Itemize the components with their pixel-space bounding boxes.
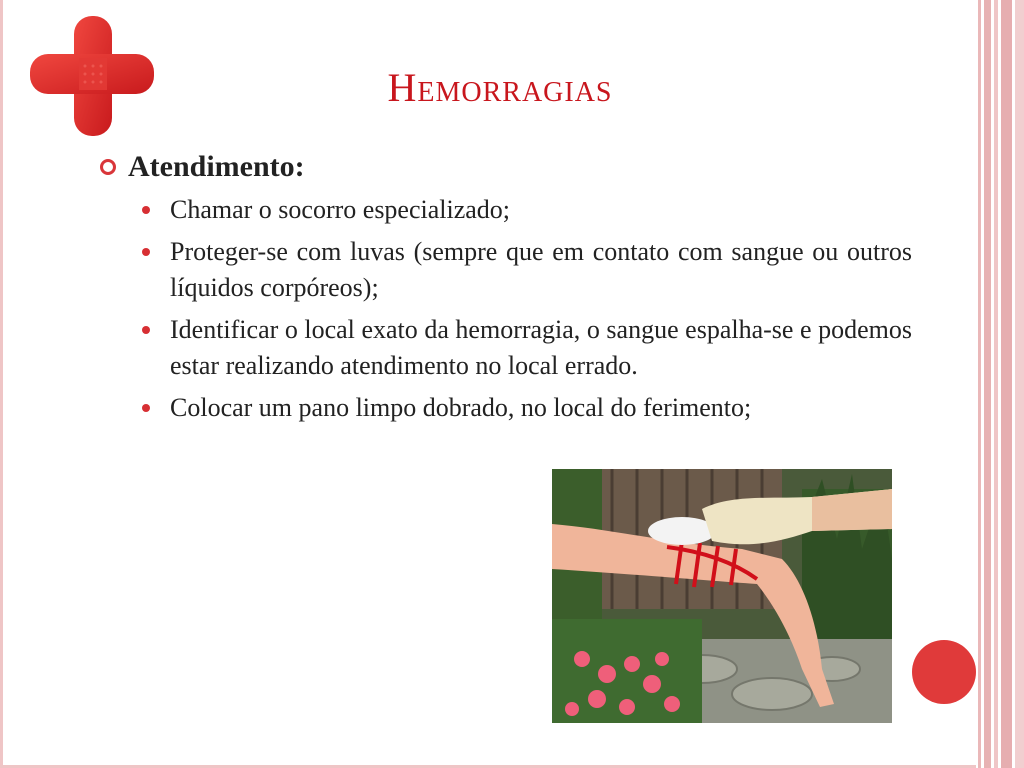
red-circle-decoration <box>912 640 976 704</box>
list-item: Chamar o socorro especializado; <box>136 192 912 228</box>
slide-title: Hemorragias <box>387 65 613 110</box>
ring-bullet-icon <box>100 159 116 175</box>
decorative-stripe <box>984 0 991 768</box>
first-aid-photo <box>552 469 892 723</box>
list-item: Colocar um pano limpo dobrado, no local do ferimento; <box>136 390 912 426</box>
decorative-stripe <box>1001 0 1012 768</box>
list-item: Proteger-se com luvas (sempre que em contato com sangue ou outros líquidos corpóreos); <box>136 234 912 306</box>
decorative-stripe <box>994 0 998 768</box>
main-bullet <box>100 150 305 184</box>
bullet-list <box>136 192 912 432</box>
left-border <box>0 0 3 768</box>
section-heading: Atendimento: <box>128 150 305 183</box>
list-item: Identificar o local exato da hemorragia, o sangue espalha-se e podemos estar realizando atendimento no local errado. <box>136 312 912 384</box>
decorative-stripe <box>978 0 981 768</box>
red-cross-bandage-icon <box>30 16 154 136</box>
decorative-stripe <box>1015 0 1024 768</box>
